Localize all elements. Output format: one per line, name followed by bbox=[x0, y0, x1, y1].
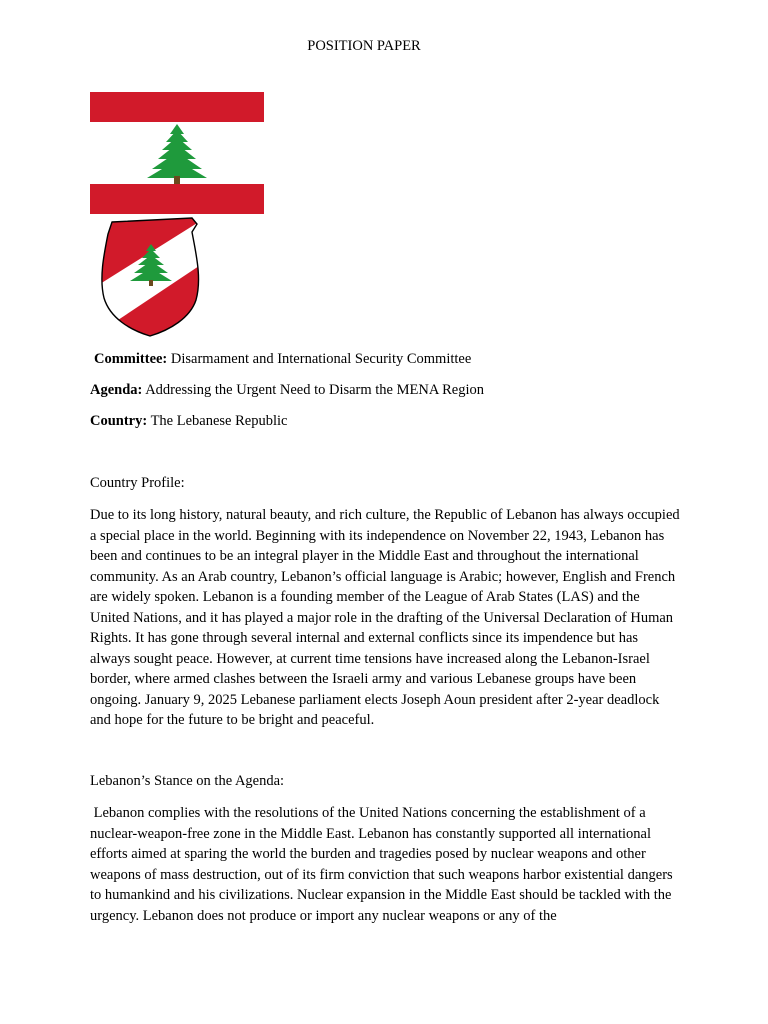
country-profile-heading: Country Profile: bbox=[90, 475, 185, 491]
agenda-label: Agenda: bbox=[90, 382, 143, 398]
country-profile-paragraph: Due to its long history, natural beauty, and rich culture, the Republic of Lebanon has always occupied a special place in the world. Beginning with its independence on November 22, 1943, Lebanon has been and continues to be an integral player in the Middle East and throughout the international community. As an Arab country, Lebanon’s official language is Arabic; however, English and French are widely spoken. Lebanon is a founding member of the League of Arab States (LAS) and the United Nations, and it has played a major role in the drafting of the Universal Declaration of Human Rights. It has gone through several internal and external conflicts since its impendence but has always sought peace. However, at current time tensions have increased along the Lebanon-Israel border, where armed clashes between the Israeli army and various Lebanese groups have been ongoing. January 9, 2025 Lebanese parliament elects Joseph Aoun president after 2-year deadlock and hope for the future to be bright and peaceful. bbox=[90, 507, 680, 728]
lebanon-coat-of-arms-icon bbox=[100, 214, 202, 340]
stance-heading: Lebanon’s Stance on the Agenda: bbox=[90, 773, 285, 789]
agenda-value: Addressing the Urgent Need to Disarm the MENA Region bbox=[145, 382, 485, 398]
lebanon-flag-icon bbox=[90, 92, 264, 214]
stance-paragraph: Lebanon complies with the resolutions of the United Nations concerning the establishment of a nuclear-weapon-free zone in the Middle East. Lebanon has constantly supported all international efforts aimed at sparing the world the burden and tragedies posed by nuclear weapons and other weapons of mass destruction, out of its firm conviction that such weapons harbor existential dangers to humankind and his civilizations. Nuclear expansion in the Middle East should be tackled with the urgency. Lebanon does not produce or import any nuclear weapons or any of the bbox=[90, 805, 677, 924]
country-label: Country: bbox=[90, 413, 148, 429]
committee-label: Committee: bbox=[94, 351, 168, 367]
committee-line bbox=[94, 351, 471, 368]
page-title: POSITION PAPER bbox=[307, 38, 421, 54]
agenda-line bbox=[90, 382, 484, 399]
committee-value: Disarmament and International Security Committee bbox=[170, 351, 472, 367]
country-value: The Lebanese Republic bbox=[150, 413, 288, 429]
country-line bbox=[90, 413, 287, 430]
